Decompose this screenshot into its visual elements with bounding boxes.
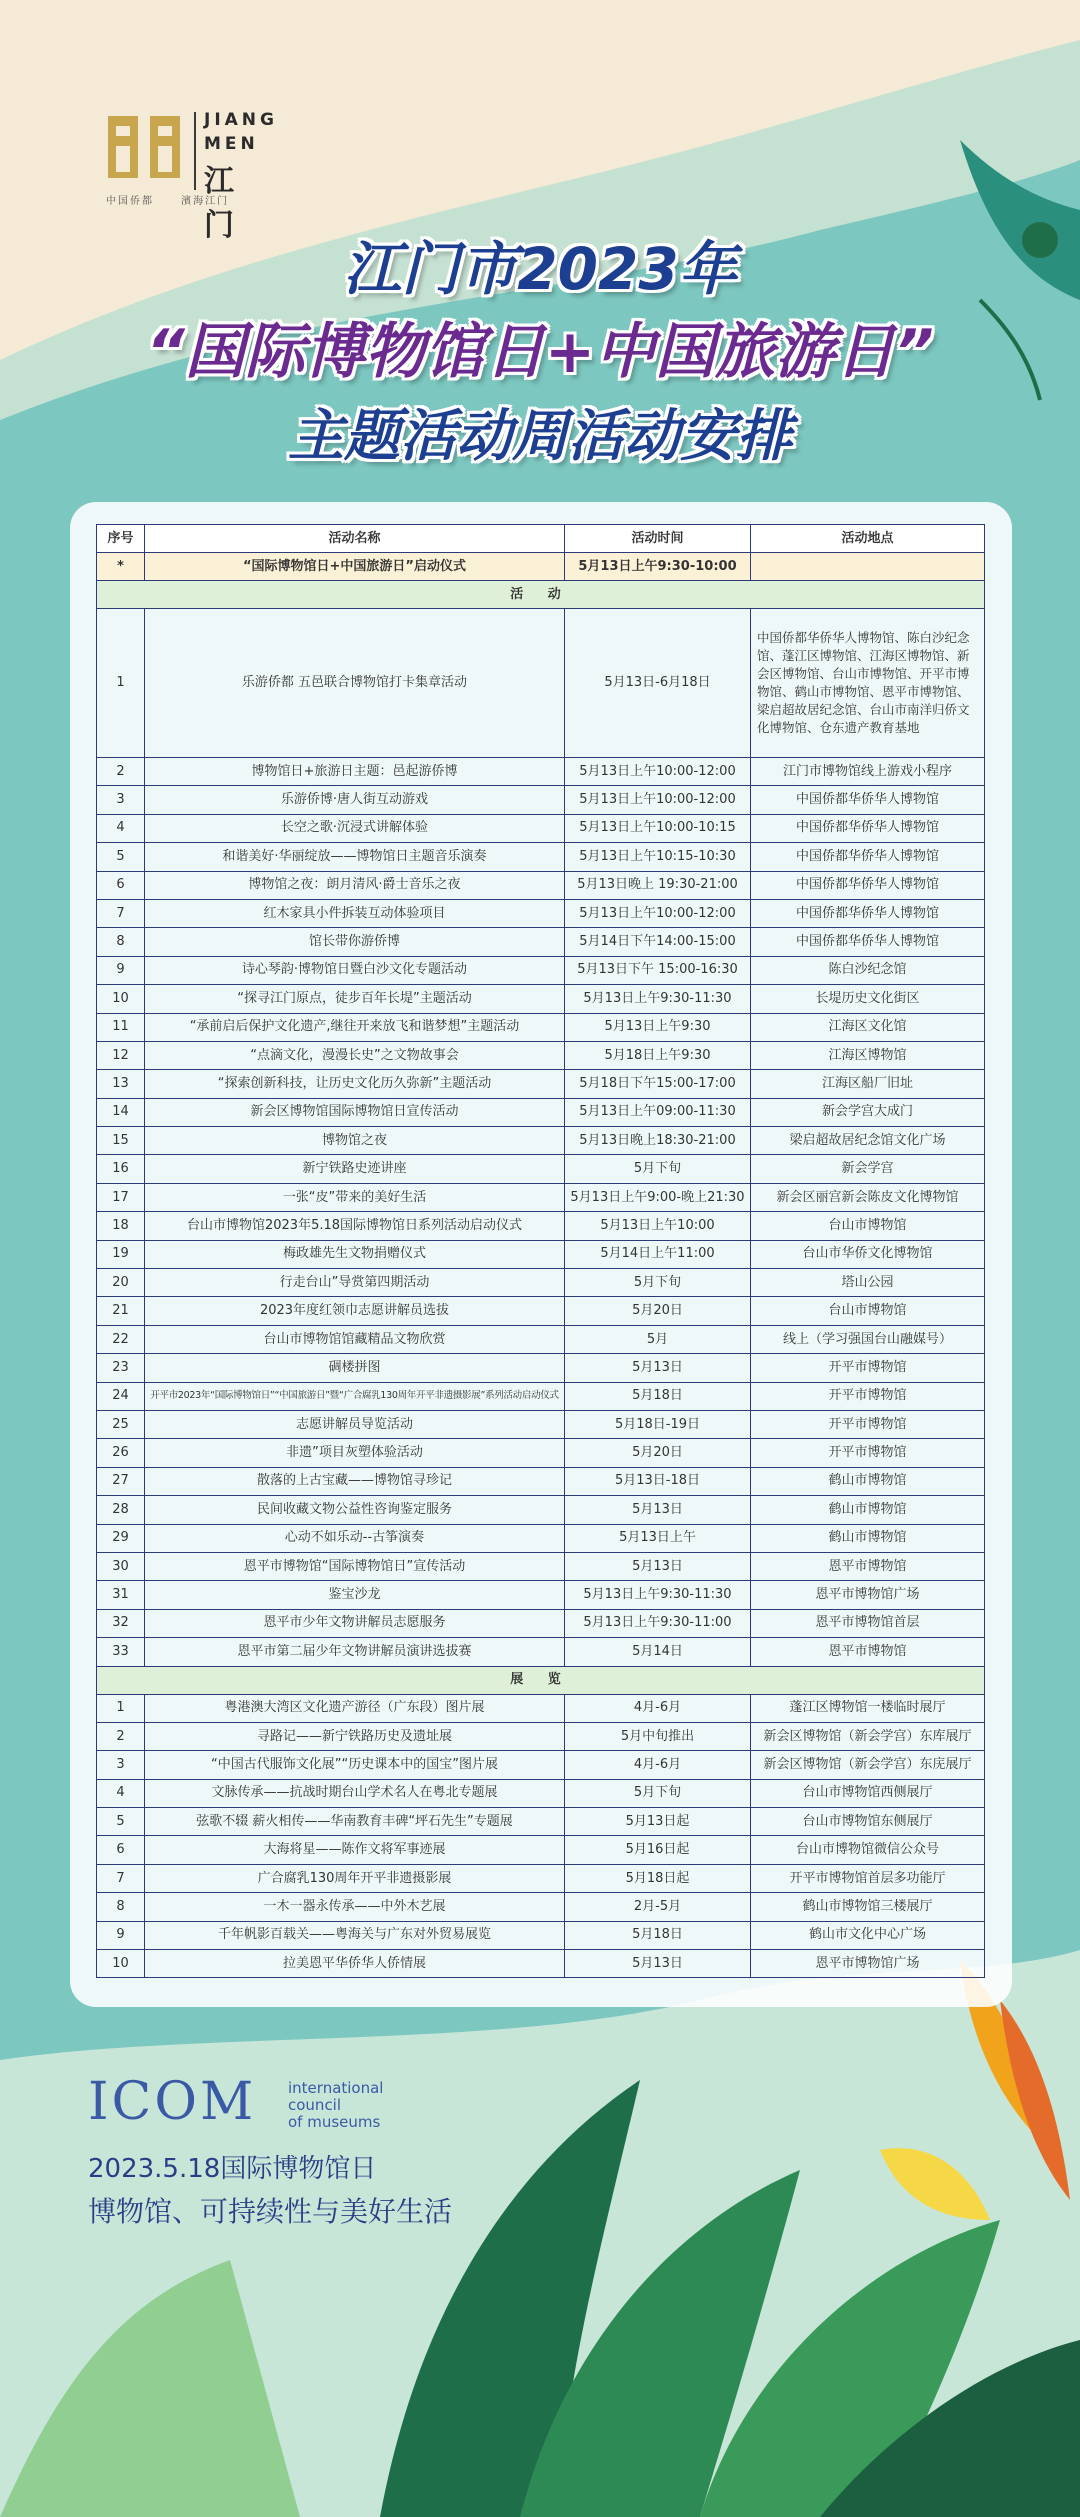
row-no: 15	[97, 1127, 145, 1155]
row-name: 散落的上古宝藏——博物馆寻珍记	[145, 1467, 565, 1495]
row-name: 广合腐乳130周年开平非遗摄影展	[145, 1864, 565, 1892]
row-time: 4月-6月	[565, 1751, 751, 1779]
row-place: 江海区船厂旧址	[751, 1070, 985, 1098]
row-time: 5月13日	[565, 1354, 751, 1382]
row-no: 6	[97, 1836, 145, 1864]
row-time: 5月14日上午11:00	[565, 1240, 751, 1268]
row-no: 23	[97, 1354, 145, 1382]
row-name: 寻路记——新宁铁路历史及遗址展	[145, 1722, 565, 1750]
row-name: 心动不如乐动--古筝演奏	[145, 1524, 565, 1552]
row-place: 台山市博物馆微信公众号	[751, 1836, 985, 1864]
row-name: 志愿讲解员导览活动	[145, 1410, 565, 1438]
row-time: 5月下旬	[565, 1155, 751, 1183]
row-no: 11	[97, 1013, 145, 1041]
row-time: 5月13日上午9:30-11:00	[565, 1609, 751, 1637]
row-time: 5月13日晚上 19:30-21:00	[565, 871, 751, 899]
row-time: 5月13日上午9:00-晚上21:30	[565, 1183, 751, 1211]
row-time: 5月13日-6月18日	[565, 609, 751, 758]
logo-en-line1: JIANG	[204, 110, 278, 130]
opening-name: “国际博物馆日+中国旅游日”启动仪式	[145, 553, 565, 581]
row-name: 行走台山”导赏第四期活动	[145, 1269, 565, 1297]
row-name: 鉴宝沙龙	[145, 1581, 565, 1609]
table-row	[97, 1098, 985, 1126]
row-time: 5月13日上午9:30-11:30	[565, 985, 751, 1013]
row-no: 7	[97, 1864, 145, 1892]
row-name: 和谐美好·华丽绽放——博物馆日主题音乐演奏	[145, 843, 565, 871]
row-name: “点滴文化，漫漫长史”之文物故事会	[145, 1041, 565, 1069]
icom-logo	[88, 2072, 384, 2132]
table-row	[97, 1722, 985, 1750]
table-row	[97, 1183, 985, 1211]
title-line2: “国际博物馆日+中国旅游日”	[146, 317, 934, 387]
table-row	[97, 1496, 985, 1524]
table-row	[97, 1382, 985, 1410]
table-row	[97, 1609, 985, 1637]
table-row	[97, 1694, 985, 1722]
row-place: 长堤历史文化街区	[751, 985, 985, 1013]
row-time: 5月18日-19日	[565, 1410, 751, 1438]
row-name: 拉美恩平华侨华人侨情展	[145, 1950, 565, 1978]
row-name: 乐游侨博·唐人街互动游戏	[145, 786, 565, 814]
row-name: 乐游侨都 五邑联合博物馆打卡集章活动	[145, 609, 565, 758]
logo-mark-icon	[104, 110, 184, 184]
row-time: 5月13日下午 15:00-16:30	[565, 956, 751, 984]
opening-place	[751, 553, 985, 581]
title-line1: 江门市2023年	[343, 235, 737, 303]
schedule-table	[96, 524, 985, 1978]
row-time: 5月18日上午9:30	[565, 1041, 751, 1069]
table-row	[97, 1155, 985, 1183]
row-time: 4月-6月	[565, 1694, 751, 1722]
row-time: 5月13日晚上18:30-21:00	[565, 1127, 751, 1155]
row-no: 26	[97, 1439, 145, 1467]
icom-letters: ICOM	[88, 2072, 257, 2132]
row-time: 5月	[565, 1325, 751, 1353]
row-no: 1	[97, 1694, 145, 1722]
row-place: 恩平市博物馆	[751, 1552, 985, 1580]
row-no: 2	[97, 1722, 145, 1750]
row-name: 红木家具小件拆装互动体验项目	[145, 899, 565, 927]
row-no: 30	[97, 1552, 145, 1580]
table-row	[97, 1893, 985, 1921]
row-no: 8	[97, 928, 145, 956]
row-name: 长空之歌·沉浸式讲解体验	[145, 814, 565, 842]
row-no: 33	[97, 1638, 145, 1666]
table-row	[97, 1070, 985, 1098]
table-row	[97, 814, 985, 842]
row-place: 开平市博物馆首层多功能厅	[751, 1864, 985, 1892]
row-time: 5月13日上午9:30-11:30	[565, 1581, 751, 1609]
row-place: 鹤山市博物馆三楼展厅	[751, 1893, 985, 1921]
table-row	[97, 1325, 985, 1353]
row-place: 开平市博物馆	[751, 1439, 985, 1467]
opening-time: 5月13日上午9:30-10:00	[565, 553, 751, 581]
table-row	[97, 1950, 985, 1978]
row-name: 大海将星——陈作文将军事迹展	[145, 1836, 565, 1864]
row-no: 24	[97, 1382, 145, 1410]
row-time: 5月16日起	[565, 1836, 751, 1864]
row-no: 9	[97, 1921, 145, 1949]
row-no: 29	[97, 1524, 145, 1552]
row-place: 新会学宫	[751, 1155, 985, 1183]
row-name: 恩平市少年文物讲解员志愿服务	[145, 1609, 565, 1637]
row-time: 5月下旬	[565, 1779, 751, 1807]
row-no: 22	[97, 1325, 145, 1353]
row-no: 4	[97, 814, 145, 842]
row-time: 5月18日	[565, 1382, 751, 1410]
row-place: 江海区文化馆	[751, 1013, 985, 1041]
title-line3: 主题活动周活动安排	[288, 404, 792, 469]
row-place: 江门市博物馆线上游戏小程序	[751, 758, 985, 786]
row-place: 台山市博物馆	[751, 1212, 985, 1240]
row-time: 5月13日上午10:00-10:15	[565, 814, 751, 842]
table-row	[97, 1127, 985, 1155]
table-row	[97, 1269, 985, 1297]
row-time: 5月13日上午10:00-12:00	[565, 899, 751, 927]
row-place: 新会区博物馆（新会学宫）东库展厅	[751, 1722, 985, 1750]
table-row	[97, 1041, 985, 1069]
table-row	[97, 1864, 985, 1892]
row-place: 梁启超故居纪念馆文化广场	[751, 1127, 985, 1155]
row-no: 5	[97, 1808, 145, 1836]
logo-cn: 江门	[204, 164, 234, 243]
row-no: 18	[97, 1212, 145, 1240]
footer-theme-line: 博物馆、可持续性与美好生活	[88, 2195, 453, 2228]
row-place: 鹤山市博物馆	[751, 1467, 985, 1495]
opening-no: *	[97, 553, 145, 581]
row-name: 恩平市第二届少年文物讲解员演讲选拔赛	[145, 1638, 565, 1666]
header-no: 序号	[97, 525, 145, 553]
row-place: 新会区博物馆（新会学宫）东庑展厅	[751, 1751, 985, 1779]
row-no: 17	[97, 1183, 145, 1211]
row-no: 4	[97, 1779, 145, 1807]
table-row	[97, 899, 985, 927]
row-place: 恩平市博物馆	[751, 1638, 985, 1666]
row-time: 5月13日上午10:00-12:00	[565, 786, 751, 814]
row-time: 5月13日上午9:30	[565, 1013, 751, 1041]
row-no: 9	[97, 956, 145, 984]
row-place: 恩平市博物馆广场	[751, 1950, 985, 1978]
row-place: 塔山公园	[751, 1269, 985, 1297]
row-time: 5月13日上午10:00	[565, 1212, 751, 1240]
row-name: 碉楼拼图	[145, 1354, 565, 1382]
row-name: 千年帆影百载关——粤海关与广东对外贸易展览	[145, 1921, 565, 1949]
icom-text	[288, 2080, 428, 2131]
table-row	[97, 1240, 985, 1268]
row-no: 16	[97, 1155, 145, 1183]
row-no: 27	[97, 1467, 145, 1495]
opening-row	[97, 553, 985, 581]
row-name: “中国古代服饰文化展”“历史课本中的国宝”图片展	[145, 1751, 565, 1779]
row-name: 台山市博物馆2023年5.18国际博物馆日系列活动启动仪式	[145, 1212, 565, 1240]
footer-date-line: 2023.5.18国际博物馆日	[88, 2154, 377, 2184]
table-row	[97, 1808, 985, 1836]
row-place: 恩平市博物馆广场	[751, 1581, 985, 1609]
header-name: 活动名称	[145, 525, 565, 553]
row-time: 5月13日起	[565, 1808, 751, 1836]
row-no: 12	[97, 1041, 145, 1069]
row-time: 5月13日上午	[565, 1524, 751, 1552]
icom-line2: council	[288, 2096, 342, 2114]
logo-divider	[194, 112, 196, 190]
row-name: 台山市博物馆馆藏精品文物欣赏	[145, 1325, 565, 1353]
section-exhibitions-row	[97, 1666, 985, 1694]
row-no: 32	[97, 1609, 145, 1637]
row-no: 6	[97, 871, 145, 899]
row-name: 新宁铁路史迹讲座	[145, 1155, 565, 1183]
row-no: 28	[97, 1496, 145, 1524]
row-no: 31	[97, 1581, 145, 1609]
row-name: 新会区博物馆国际博物馆日宣传活动	[145, 1098, 565, 1126]
table-row	[97, 1921, 985, 1949]
row-time: 5月13日	[565, 1496, 751, 1524]
row-time: 5月13日-18日	[565, 1467, 751, 1495]
table-row	[97, 1297, 985, 1325]
table-row	[97, 956, 985, 984]
row-place: 台山市博物馆西侧展厅	[751, 1779, 985, 1807]
table-row	[97, 871, 985, 899]
header-place: 活动地点	[751, 525, 985, 553]
table-row	[97, 1212, 985, 1240]
row-time: 5月14日	[565, 1638, 751, 1666]
row-name: “探寻江门原点，徒步百年长堤”主题活动	[145, 985, 565, 1013]
row-time: 5月13日上午09:00-11:30	[565, 1098, 751, 1126]
row-no: 13	[97, 1070, 145, 1098]
row-name: 博物馆日+旅游日主题：邑起游侨博	[145, 758, 565, 786]
row-name: “承前启后保护文化遗产,继往开来放飞和谐梦想”主题活动	[145, 1013, 565, 1041]
table-row	[97, 1779, 985, 1807]
row-time: 5月13日	[565, 1552, 751, 1580]
row-place: 恩平市博物馆首层	[751, 1609, 985, 1637]
row-no: 21	[97, 1297, 145, 1325]
row-name: 一木一器永传承——中外木艺展	[145, 1893, 565, 1921]
row-name: “探索创新科技，让历史文化历久弥新”主题活动	[145, 1070, 565, 1098]
table-row	[97, 1581, 985, 1609]
row-place: 中国侨都华侨华人博物馆	[751, 786, 985, 814]
table-row	[97, 758, 985, 786]
row-name: 民间收藏文物公益性咨询鉴定服务	[145, 1496, 565, 1524]
row-place: 台山市华侨文化博物馆	[751, 1240, 985, 1268]
row-name: 2023年度红领巾志愿讲解员选拔	[145, 1297, 565, 1325]
table-row	[97, 1524, 985, 1552]
row-place: 中国侨都华侨华人博物馆	[751, 814, 985, 842]
row-no: 25	[97, 1410, 145, 1438]
row-name: 文脉传承——抗战时期台山学术名人在粤北专题展	[145, 1779, 565, 1807]
row-place: 新会学宫大成门	[751, 1098, 985, 1126]
row-time: 5月20日	[565, 1297, 751, 1325]
table-row	[97, 928, 985, 956]
table-row	[97, 1836, 985, 1864]
table-row	[97, 843, 985, 871]
row-place: 鹤山市博物馆	[751, 1496, 985, 1524]
table-row	[97, 609, 985, 758]
row-no: 5	[97, 843, 145, 871]
row-place: 线上（学习强国台山融媒号）	[751, 1325, 985, 1353]
section-activities-row	[97, 581, 985, 609]
row-time: 5月18日	[565, 1921, 751, 1949]
row-place: 开平市博物馆	[751, 1410, 985, 1438]
table-row	[97, 1467, 985, 1495]
row-name: 馆长带你游侨博	[145, 928, 565, 956]
row-no: 1	[97, 609, 145, 758]
row-no: 3	[97, 1751, 145, 1779]
row-name: 开平市2023年“国际博物馆日”“中国旅游日”暨“广合腐乳130周年开平非遗摄影展”系列活动启动仪式	[145, 1382, 565, 1410]
row-no: 7	[97, 899, 145, 927]
row-place: 开平市博物馆	[751, 1382, 985, 1410]
row-place: 台山市博物馆东侧展厅	[751, 1808, 985, 1836]
row-name: 一张“皮”带来的美好生活	[145, 1183, 565, 1211]
row-place: 中国侨都华侨华人博物馆	[751, 843, 985, 871]
logo-slogan: 中国侨都 濱海江门	[106, 196, 230, 207]
table-row	[97, 1013, 985, 1041]
row-name: 非遗”项目灰塑体验活动	[145, 1439, 565, 1467]
row-no: 14	[97, 1098, 145, 1126]
table-row	[97, 1354, 985, 1382]
row-place: 中国侨都华侨华人博物馆	[751, 899, 985, 927]
row-place: 陈白沙纪念馆	[751, 956, 985, 984]
table-row	[97, 786, 985, 814]
table-row	[97, 985, 985, 1013]
section-activities-label: 活 动	[97, 581, 985, 609]
table-row	[97, 1439, 985, 1467]
table-row	[97, 1552, 985, 1580]
row-no: 2	[97, 758, 145, 786]
table-row	[97, 1638, 985, 1666]
icom-line3: of museums	[288, 2113, 381, 2131]
row-place: 台山市博物馆	[751, 1297, 985, 1325]
logo-en-line2: MEN	[204, 134, 259, 154]
row-no: 8	[97, 1893, 145, 1921]
row-name: 诗心琴韵·博物馆日暨白沙文化专题活动	[145, 956, 565, 984]
row-no: 19	[97, 1240, 145, 1268]
row-name: 恩平市博物馆“国际博物馆日”宣传活动	[145, 1552, 565, 1580]
table-row	[97, 1410, 985, 1438]
row-time: 5月13日上午10:15-10:30	[565, 843, 751, 871]
row-name: 弦歌不辍 薪火相传——华南教育丰碑“坪石先生”专题展	[145, 1808, 565, 1836]
row-no: 20	[97, 1269, 145, 1297]
section-exhibitions-label: 展 览	[97, 1666, 985, 1694]
row-time: 5月13日上午10:00-12:00	[565, 758, 751, 786]
row-place: 新会区丽宫新会陈皮文化博物馆	[751, 1183, 985, 1211]
row-name: 梅政雄先生文物捐赠仪式	[145, 1240, 565, 1268]
row-time: 5月20日	[565, 1439, 751, 1467]
row-time: 5月中旬推出	[565, 1722, 751, 1750]
row-name: 博物馆之夜：朗月清风·爵士音乐之夜	[145, 871, 565, 899]
row-time: 5月13日	[565, 1950, 751, 1978]
row-place: 鹤山市文化中心广场	[751, 1921, 985, 1949]
row-place: 开平市博物馆	[751, 1354, 985, 1382]
row-place: 中国侨都华侨华人博物馆、陈白沙纪念馆、蓬江区博物馆、江海区博物馆、新会区博物馆、台山市博物馆、开平市博物馆、鹤山市博物馆、恩平市博物馆、梁启超故居纪念馆、台山市南洋归侨文化博物馆、仓东遗产教育基地	[751, 609, 985, 758]
row-place: 江海区博物馆	[751, 1041, 985, 1069]
row-name: 粤港澳大湾区文化遗产游径（广东段）图片展	[145, 1694, 565, 1722]
row-place: 中国侨都华侨华人博物馆	[751, 928, 985, 956]
row-time: 5月18日起	[565, 1864, 751, 1892]
row-name: 博物馆之夜	[145, 1127, 565, 1155]
table-row	[97, 1751, 985, 1779]
row-no: 3	[97, 786, 145, 814]
header-time: 活动时间	[565, 525, 751, 553]
row-time: 5月14日下午14:00-15:00	[565, 928, 751, 956]
row-no: 10	[97, 1950, 145, 1978]
row-no: 10	[97, 985, 145, 1013]
row-time: 2月-5月	[565, 1893, 751, 1921]
row-time: 5月18日下午15:00-17:00	[565, 1070, 751, 1098]
icom-line1: international	[288, 2079, 384, 2097]
row-place: 中国侨都华侨华人博物馆	[751, 871, 985, 899]
row-place: 鹤山市博物馆	[751, 1524, 985, 1552]
row-place: 蓬江区博物馆一楼临时展厅	[751, 1694, 985, 1722]
row-time: 5月下旬	[565, 1269, 751, 1297]
